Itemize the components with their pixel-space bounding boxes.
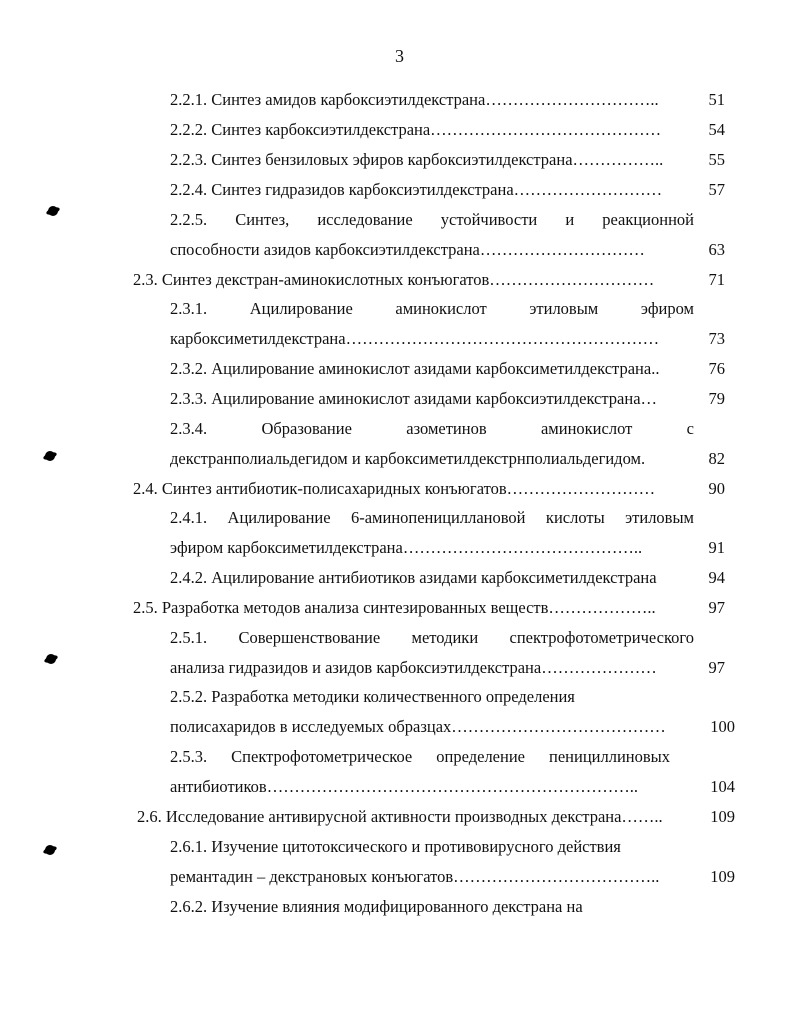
toc-entry-2-5-2-title-line2: полисахаридов в исследуемых образцах………………………………… — [170, 717, 666, 736]
toc-entry-2-5-2-page: 100 — [710, 717, 735, 736]
page-number: 3 — [395, 46, 404, 66]
toc-entry-2-6-1-title-line1: 2.6.1. Изучение цитотоксического и противовирусного действия — [170, 837, 621, 856]
toc-entry-2-5-3-title-line1: 2.5.3. Спектрофотометрическое определение пенициллиновых — [170, 747, 670, 766]
binding-hole-4 — [45, 845, 55, 855]
toc-entry-2-5-1-title-line2: анализа гидразидов и азидов карбоксиэтилдекстрана………………… — [170, 658, 657, 677]
toc-entry-2-2-4-page: 57 — [708, 180, 725, 199]
toc-entry-2-5-1-page: 97 — [708, 658, 725, 677]
toc-entry-2-5-2-title-line1: 2.5.2. Разработка методики количественного определения — [170, 687, 575, 706]
toc-entry-2-3-title: 2.3. Синтез декстран-аминокислотных конъюгатов………………………… — [133, 270, 655, 289]
toc-entry-2-3-page: 71 — [708, 270, 725, 289]
toc-entry-2-4-1-page: 91 — [708, 538, 725, 557]
toc-entry-2-5-title: 2.5. Разработка методов анализа синтезированных веществ……………….. — [133, 598, 656, 617]
toc-entry-2-5-3-page: 104 — [710, 777, 735, 796]
toc-entry-2-2-5-title-line2: способности азидов карбоксиэтилдекстрана………………………… — [170, 240, 645, 259]
toc-entry-2-3-2-title: 2.3.2. Ацилирование аминокислот азидами карбоксиметилдекстрана.. — [170, 359, 660, 378]
toc-entry-2-3-4-title-line2: декстранполиальдегидом и карбоксиметилдекстрнполиальдегидом. — [170, 449, 646, 468]
toc-entry-2-3-1-page: 73 — [708, 329, 725, 348]
toc-entry-2-3-3-page: 79 — [708, 389, 725, 408]
toc-entry-2-4-1-title-line1: 2.4.1. Ацилирование 6-аминопенициллановой кислоты этиловым — [170, 508, 694, 527]
toc-entry-2-6-1-page: 109 — [710, 867, 735, 886]
toc-entry-2-2-1-title: 2.2.1. Синтез амидов карбоксиэтилдекстрана………………………….. — [170, 90, 659, 109]
toc-entry-2-2-3-title: 2.2.3. Синтез бензиловых эфиров карбоксиэтилдекстрана…………….. — [170, 150, 664, 169]
toc-entry-2-2-2-title: 2.2.2. Синтез карбоксиэтилдекстрана…………………………………… — [170, 120, 662, 139]
toc-entry-2-3-4-title-line1: 2.3.4. Образование азометинов аминокислот с — [170, 419, 694, 438]
toc-entry-2-3-1-title-line2: карбоксиметилдекстрана………………………………………………… — [170, 329, 660, 348]
binding-hole-1 — [48, 206, 58, 216]
toc-entry-2-2-5-title-line1: 2.2.5. Синтез, исследование устойчивости и реакционной — [170, 210, 694, 229]
toc-entry-2-5-page: 97 — [708, 598, 725, 617]
toc-entry-2-2-5-page: 63 — [708, 240, 725, 259]
toc-entry-2-3-4-page: 82 — [708, 449, 725, 468]
binding-hole-3 — [46, 654, 56, 664]
toc-entry-2-4-2-title: 2.4.2. Ацилирование антибиотиков азидами карбоксиметилдекстрана — [170, 568, 657, 587]
toc-entry-2-6-title: 2.6. Исследование антивирусной активности производных декстрана…….. — [137, 807, 663, 826]
toc-entry-2-3-1-title-line1: 2.3.1. Ацилирование аминокислот этиловым эфиром — [170, 299, 694, 318]
toc-entry-2-3-3-title: 2.3.3. Ацилирование аминокислот азидами карбоксиэтилдекстрана… — [170, 389, 658, 408]
toc-entry-2-6-page: 109 — [710, 807, 735, 826]
toc-entry-2-4-page: 90 — [708, 479, 725, 498]
toc-entry-2-6-2-title: 2.6.2. Изучение влияния модифицированного декстрана на — [170, 897, 583, 916]
toc-entry-2-5-3-title-line2: антибиотиков………………………………………………………….. — [170, 777, 638, 796]
toc-entry-2-4-title: 2.4. Синтез антибиотик-полисахаридных конъюгатов……………………… — [133, 479, 656, 498]
toc-entry-2-4-2-page: 94 — [708, 568, 725, 587]
toc-entry-2-4-1-title-line2: эфиром карбоксиметилдекстрана…………………………………….. — [170, 538, 643, 557]
toc-entry-2-2-1-page: 51 — [708, 90, 725, 109]
toc-entry-2-6-1-title-line2: ремантадин – декстрановых конъюгатов……………………………….. — [170, 867, 660, 886]
binding-hole-2 — [45, 451, 55, 461]
toc-entry-2-2-3-page: 55 — [708, 150, 725, 169]
toc-entry-2-3-2-page: 76 — [708, 359, 725, 378]
toc-entry-2-2-2-page: 54 — [708, 120, 725, 139]
toc-entry-2-5-1-title-line1: 2.5.1. Совершенствование методики спектрофотометрического — [170, 628, 694, 647]
toc-entry-2-2-4-title: 2.2.4. Синтез гидразидов карбоксиэтилдекстрана……………………… — [170, 180, 663, 199]
